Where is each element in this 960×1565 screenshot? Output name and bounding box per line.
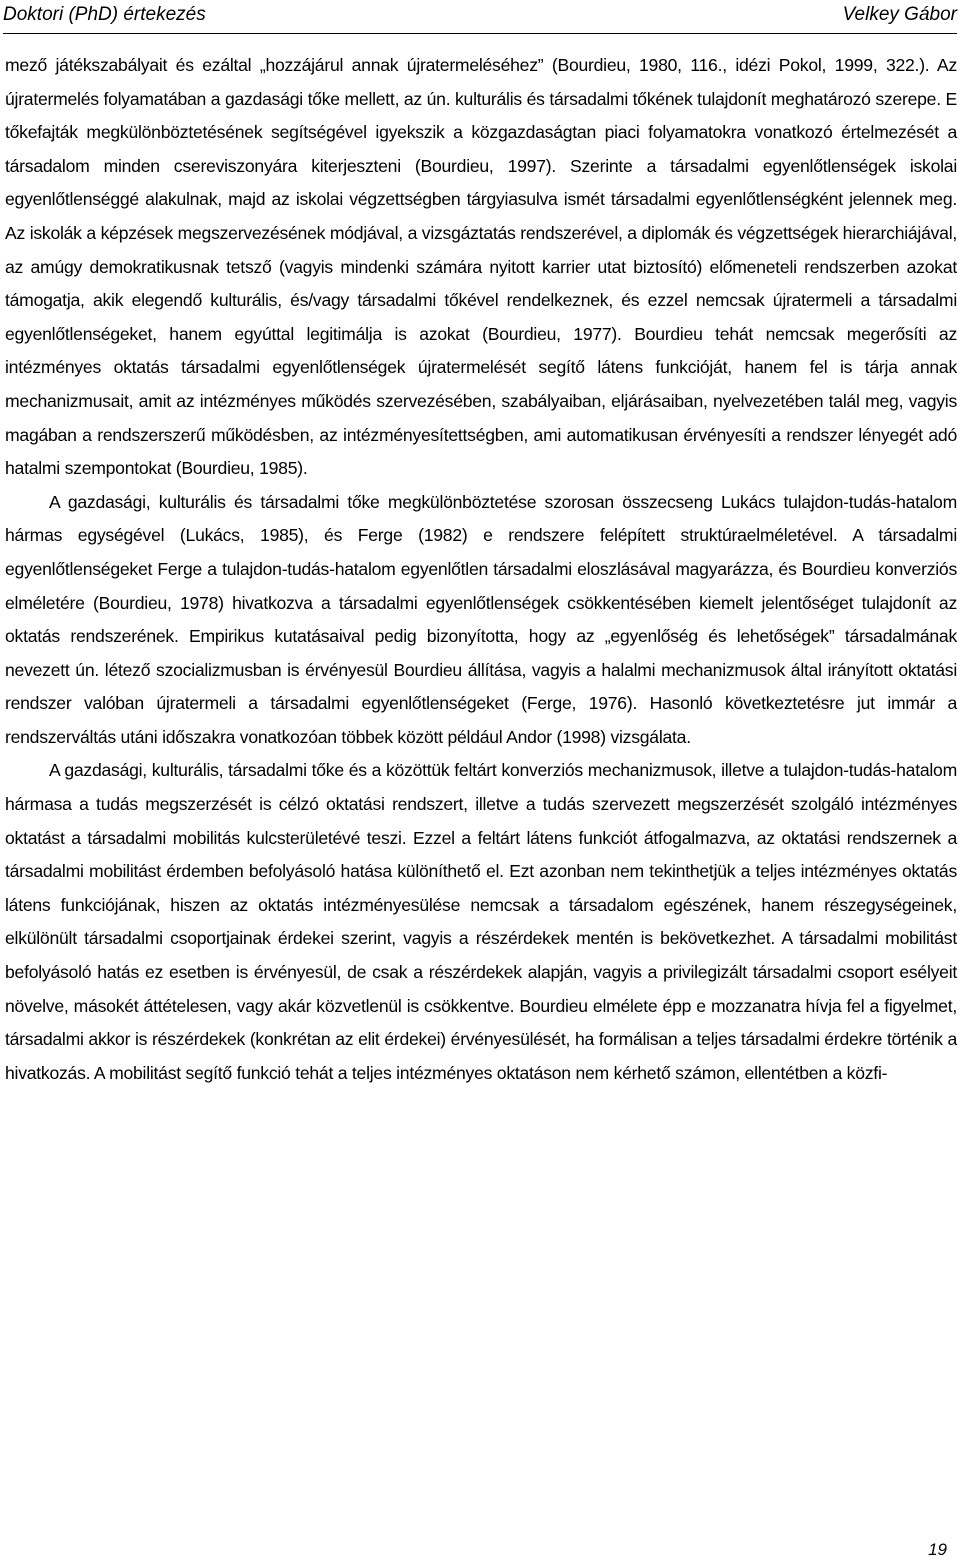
paragraph: A gazdasági, kulturális és társadalmi tőke megkülönböztetése szorosan összecseng Lukács tulajdon-tudás-hatalom hármas egységével (Lukács, 1985), és Ferge (1982) e rendszere felépített struktúraelméletével. A társadalmi egyenlőtlenségeket Ferge a tulajdon-tudás-hatalom egyenlőtlen társadalmi eloszlásával magyarázza, és Bourdieu konverziós elméletére (Bourdieu, 1978) hivatkozva a társadalmi egyenlőtlenségek csökkentésében kiemelt jelentőséget tulajdonít az oktatás rendszerének. Empirikus kutatásaival pedig bizonyította, hogy az „egyenlőség és lehetőségek” társadalmának nevezett ún. létező szocializmusban is érvényesül Bourdieu állítása, vagyis a halalmi mechanizmusok által irányított oktatási rendszer valóban újratermeli a társadalmi egyenlőtlenségeket (Ferge, 1976). Hasonló következtetésre jut immár a rendszerváltás utáni időszakra vonatkozóan többek között például Andor (1998) vizsgálata. bbox=[5, 491, 957, 747]
running-header bbox=[3, 0, 957, 34]
paragraph: mező játékszabályait és ezáltal „hozzájárul annak újratermeléséhez” (Bourdieu, 1980, 116., idézi Pokol, 1999, 322.). Az újratermelés folyamatában a gazdasági tőke mellett, az ún. kulturális és társadalmi tőkének tulajdonít meghatározó szerepe. E tőkefajták megkülönböztetésének segítségével igyekszik a közgazdaságtan piaci folyamatokra vonatkozó értelmezését a társadalom minden csereviszonyára kiterjeszteni (Bourdieu, 1997). Szerinte a társadalmi egyenlőtlenségek iskolai egyenlőtlenséggé alakulnak, majd az iskolai végzettségben tárgyiasulva ismét társadalmi egyenlőtlenségként jelennek meg. Az iskolák a képzések megszervezésének módjával, a vizsgáztatás rendszerével, a diplomák és végzettségek hierarchiájával, az amúgy demokratikusnak tetsző (vagyis mindenki számára nyitott karrier utat biztosító) előmeneteli rendszerben azokat támogatja, akik elegendő kulturális, és/vagy társadalmi tőkével rendelkeznek, és ezzel nemcsak újratermeli a társadalmi egyenlőtlenségeket, hanem egyúttal legitimálja is azokat (Bourdieu, 1977). Bourdieu tehát nemcsak megerősíti az intézményes oktatás társadalmi egyenlőtlenségek újratermelését segítő látens funkcióját, hanem fel is tárja annak mechanizmusait, amit az intézményes működés szervezésében, szabályaiban, eljárásaiban, nyelvezetében talál meg, vagyis magában a rendszerszerű működésben, az intézményesítettségben, ami automatikusan érvényesíti a rendszer lényegét adó hatalmi szempontokat (Bourdieu, 1985). bbox=[5, 55, 957, 479]
header-title: Doktori (PhD) értekezés bbox=[3, 4, 206, 25]
body-text bbox=[5, 49, 957, 1090]
page-number: 19 bbox=[928, 1540, 947, 1559]
paragraph: A gazdasági, kulturális, társadalmi tőke és a közöttük feltárt konverziós mechanizmusok, illetve a tulajdon-tudás-hatalom hármasa a tudás megszerzését is célzó oktatási rendszert, illetve a tudás szervezett megszerzését szolgáló intézményes oktatást a társadalmi mobilitás kulcsterületévé teszi. Ezzel a feltárt látens funkciót átfogalmazva, az oktatási rendszernek a társadalmi mobilitást érdemben befolyásoló hatása különíthető el. Ezt azonban nem tekinthetjük a teljes intézményes oktatás látens funkciójának, hiszen az oktatás intézményesülése nemcsak a társadalom egészének, hanem részegységeinek, elkülönült társadalmi csoportjainak érdekei szerint, vagyis a részérdekek mentén is bekövetkezhet. A társadalmi mobilitást befolyásoló hatás ez esetben is érvényesül, de csak a részérdekek alapján, vagyis a privilegizált társadalmi csoport esélyeit növelve, másokét áttételesen, vagy akár közvetlenül is csökkentve. Bourdieu elmélete épp e mozzanatra hívja fel a figyelmet, társadalmi akkor is részérdekek (konkrétan az elit érdekei) érvényesülését, ha formálisan a teljes társadalmi érdekre történik a hivatkozás. A mobilitást segítő funkció tehát a teljes intézményes oktatáson nem kérhető számon, ellentétben a közfi- bbox=[5, 760, 957, 1083]
header-rule bbox=[3, 33, 957, 34]
header-author: Velkey Gábor bbox=[842, 4, 957, 25]
